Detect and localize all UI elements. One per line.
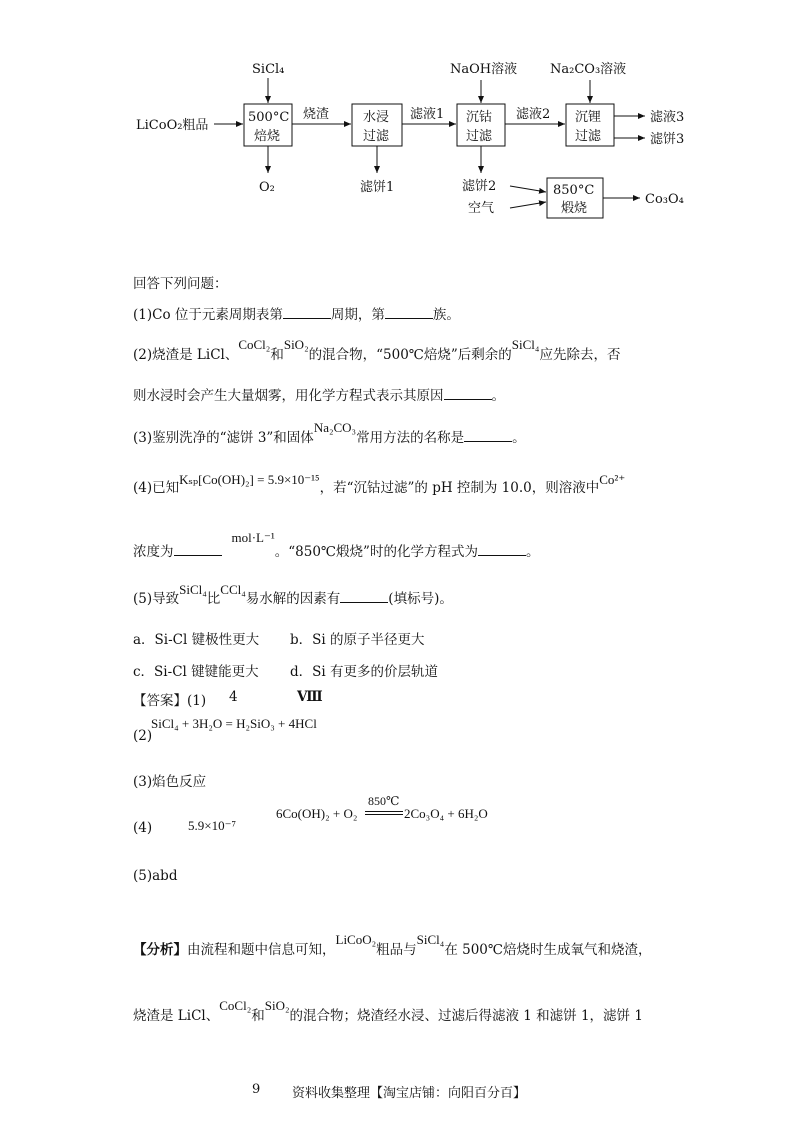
option-c: c．Si-Cl 键键能更大 <box>133 664 259 680</box>
label-o2: O₂ <box>259 180 275 195</box>
blank <box>464 429 512 442</box>
answer-1-group: Ⅷ <box>297 689 323 705</box>
label-licoo2-crude: LiCoO₂粗品 <box>136 118 209 133</box>
label-filtrate-1: 滤液1 <box>410 107 445 122</box>
answer-2-equation: SiCl₄ + 3H₂O = H₂SiO₃ + 4HCl <box>151 716 317 731</box>
question-4-line1: (4)已知Kₛₚ[Co(OH)₂] = 5.9×10⁻¹⁵，若“沉钴过滤”的 pH 控制为 10.0，则溶液中Co²⁺ <box>133 472 626 496</box>
formula-ccl4: CCl₄ <box>220 582 246 597</box>
box1-line2: 焙烧 <box>254 129 281 144</box>
blank <box>444 387 492 400</box>
answer-4-value: 5.9×10⁻⁷ <box>188 818 236 833</box>
label-air: 空气 <box>468 201 495 216</box>
answer-label: 【答案】(1) <box>133 693 207 709</box>
option-b: b．Si 的原子半径更大 <box>290 632 425 648</box>
formula-licoo2: LiCoO₂ <box>335 932 377 947</box>
box3-line1: 沉钴 <box>466 110 493 125</box>
formula-co2plus: Co²⁺ <box>599 472 626 487</box>
box5-line2: 煅烧 <box>561 201 588 216</box>
unit-mol-per-l: mol·L⁻¹ <box>231 530 275 545</box>
answer-1-period: 4 <box>229 689 238 705</box>
answer-4-eq-right: 2Co₃O₄ + 6H₂O <box>404 806 488 821</box>
formula-sicl4: SiCl₄ <box>416 932 445 947</box>
box1-line1: 500°C <box>248 110 290 125</box>
label-co3o4: Co₃O₄ <box>645 192 684 207</box>
equals-double-line <box>365 811 403 815</box>
box4-line2: 过滤 <box>575 129 602 144</box>
formula-ksp: Kₛₚ[Co(OH)₂] = 5.9×10⁻¹⁵ <box>179 472 320 487</box>
box2-line1: 水浸 <box>363 110 390 125</box>
option-a: a．Si-Cl 键极性更大 <box>133 632 260 648</box>
box3-line2: 过滤 <box>466 129 493 144</box>
question-5: (5)导致SiCl₄比CCl₄易水解的因素有 (填标号)。 <box>133 582 453 607</box>
formula-na2co3: Na₂CO₃ <box>313 420 357 435</box>
blank <box>174 543 222 556</box>
question-4-line2: 浓度为mol·L⁻¹。“850℃煅烧”时的化学方程式为 。 <box>133 530 540 560</box>
label-filtrate-2: 滤液2 <box>516 107 551 122</box>
box4-line1: 沉锂 <box>575 110 602 125</box>
question-1: (1)Co 位于元素周期表第 周期，第 族。 <box>133 307 460 323</box>
label-filter-cake-3: 滤饼3 <box>650 132 685 147</box>
box5-line1: 850°C <box>553 183 595 198</box>
answer-4-number: (4) <box>133 820 153 836</box>
analysis-line2: 烧渣是 LiCl、CoCl₂和SiO₂的混合物；烧渣经水浸、过滤后得滤液 1 和滤饼 1，滤饼 1 <box>133 998 643 1024</box>
question-2-line2: 则水浸时会产生大量烟雾，用化学方程式表示其原因 。 <box>133 388 505 404</box>
label-filter-cake-1: 滤饼1 <box>360 180 395 195</box>
formula-sicl4: SiCl₄ <box>179 582 207 597</box>
formula-sio2: SiO₂ <box>264 998 290 1013</box>
answer-5: (5)abd <box>133 868 178 884</box>
question-3: (3)鉴别洗净的“滤饼 3”和固体Na₂CO₃常用方法的名称是 。 <box>133 420 526 446</box>
label-sicl4: SiCl₄ <box>252 62 285 77</box>
blank <box>340 590 388 603</box>
page-number: 9 <box>252 1082 261 1097</box>
label-naoh: NaOH溶液 <box>450 62 518 77</box>
answer-2-number: (2) <box>133 728 153 744</box>
label-slag: 烧渣 <box>303 107 330 122</box>
blank <box>478 543 526 556</box>
formula-sicl4: SiCl₄ <box>511 337 540 352</box>
intro-text: 回答下列问题： <box>133 276 228 292</box>
footer-text: 资料收集整理【淘宝店铺：向阳百分百】 <box>292 1086 527 1101</box>
process-flow-diagram <box>0 0 800 230</box>
answer-4-condition: 850℃ <box>368 794 400 808</box>
analysis-line1: 【分析】由流程和题中信息可知，LiCoO₂粗品与SiCl₄在 500℃焙烧时生成氧气和烧渣， <box>133 932 652 958</box>
option-d: d．Si 有更多的价层轨道 <box>290 664 438 680</box>
label-na2co3: Na₂CO₃溶液 <box>550 62 627 77</box>
blank <box>283 306 331 319</box>
formula-sio2: SiO₂ <box>283 337 309 352</box>
answer-4-eq-left: 6Co(OH)₂ + O₂ <box>276 806 358 821</box>
answer-3: (3)焰色反应 <box>133 774 207 790</box>
formula-cocl2: CoCl₂ <box>238 337 271 352</box>
box2-line2: 过滤 <box>363 129 390 144</box>
formula-cocl2: CoCl₂ <box>219 998 252 1013</box>
question-2-line1: (2)烧渣是 LiCl、CoCl₂和SiO₂的混合物，“500℃焙烧”后剩余的SiCl₄应先除去，否 <box>133 337 621 363</box>
label-filtrate-3: 滤液3 <box>650 110 685 125</box>
blank <box>385 306 433 319</box>
analysis-label: 【分析】 <box>133 942 187 958</box>
label-filter-cake-2: 滤饼2 <box>462 179 497 194</box>
